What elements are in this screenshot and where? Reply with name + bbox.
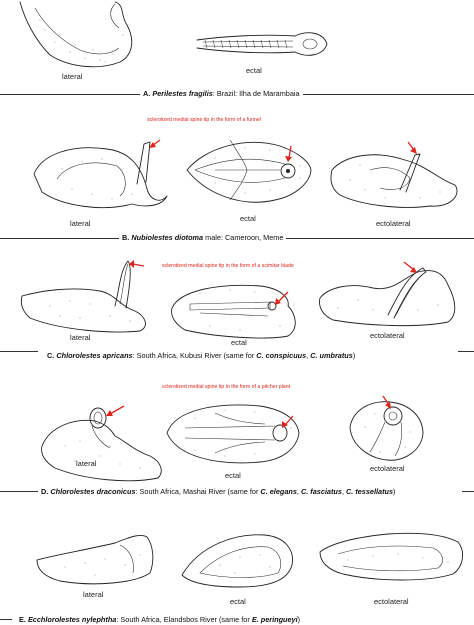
panel-e-divider-left <box>0 619 12 620</box>
panel-a-caption-locality: : Brazil: Ilha de Marambaia <box>212 89 300 98</box>
panel-e-caption-species-2: E. peringueyi <box>251 615 298 624</box>
panel-a <box>0 0 474 100</box>
panel-e-caption-locality: : South Africa, Elandsbos River (same for <box>116 615 252 624</box>
panel-c-caption <box>47 351 355 360</box>
panel-d-caption-species: Chlorolestes draconicus <box>50 487 136 496</box>
panel-b-caption-letter: B. <box>122 233 130 242</box>
panel-a-label-lateral: lateral <box>62 72 83 81</box>
panel-d-label-ectolateral: ectolateral <box>370 464 405 473</box>
panel-d-divider-right <box>462 491 474 492</box>
panel-c-divider-left <box>0 351 38 352</box>
panel-a-caption-species: Perilestes fragilis <box>152 89 213 98</box>
panel-e-caption-letter: E. <box>19 615 26 624</box>
panel-d-caption-species-3: C. fasciatus <box>300 487 342 496</box>
panel-d-caption-species-2: C. elegans <box>260 487 297 496</box>
panel-d-lateral-drawing <box>40 396 170 486</box>
panel-e <box>0 510 474 625</box>
panel-c-ectal-drawing <box>170 278 305 340</box>
panel-e-caption-species: Ecchlorolestes nylephtha <box>27 615 117 624</box>
panel-b-ectolateral-drawing <box>330 140 465 215</box>
panel-d-ectal-drawing <box>165 398 305 468</box>
panel-b-caption-locality: male: Cameroon, Meme <box>203 233 284 242</box>
panel-d-label-ectal: ectal <box>225 471 241 480</box>
panel-a-label-ectal: ectal <box>246 66 262 75</box>
panel-c-divider-right <box>458 351 474 352</box>
panel-a-ectal-drawing <box>195 28 330 62</box>
panel-a-caption <box>140 89 303 98</box>
panel-b-caption-species: Nubiolestes diotoma <box>131 233 204 242</box>
panel-d-annotation: sclerotized medial spine tip in the form of a pitcher plant <box>162 384 291 390</box>
panel-e-label-lateral: lateral <box>83 590 104 599</box>
panel-c-caption-letter: C. <box>47 351 55 360</box>
panel-e-label-ectal: ectal <box>230 597 246 606</box>
panel-d <box>0 378 474 500</box>
panel-c-label-lateral: lateral <box>70 333 91 342</box>
panel-e-ectolateral-drawing <box>318 522 468 587</box>
panel-c-lateral-drawing <box>20 256 160 336</box>
panel-c-caption-locality: : South Africa, Kubusi River (same for <box>132 351 257 360</box>
panel-b-label-ectolateral: ectolateral <box>376 219 411 228</box>
panel-c-caption-species: Chlorolestes apricans <box>56 351 133 360</box>
panel-e-label-ectolateral: ectolateral <box>374 597 409 606</box>
panel-b-caption <box>119 233 286 242</box>
panel-e-caption <box>19 615 300 624</box>
panel-d-ectolateral-drawing <box>345 392 430 467</box>
panel-b-ectal-drawing <box>185 128 315 213</box>
panel-c-caption-species-2: C. conspicuus <box>256 351 307 360</box>
panel-b-label-lateral: lateral <box>70 219 91 228</box>
panel-c-caption-end: ) <box>352 351 356 360</box>
panel-d-divider-left <box>0 491 38 492</box>
panel-a-caption-letter: A. <box>143 89 151 98</box>
panel-e-ectal-drawing <box>180 525 300 595</box>
panel-a-lateral-drawing <box>15 0 135 72</box>
panel-b <box>0 100 474 245</box>
panel-c-label-ectolateral: ectolateral <box>370 331 405 340</box>
panel-c-annotation: sclerotized medial spine tip in the form of a scimitar blade <box>162 263 294 269</box>
panel-b-lateral-drawing <box>32 134 172 214</box>
panel-b-label-ectal: ectal <box>240 214 256 223</box>
panel-d-caption <box>41 487 395 496</box>
panel-e-lateral-drawing <box>35 525 165 595</box>
panel-d-label-lateral: lateral <box>76 459 97 468</box>
panel-d-caption-locality: : South Africa, Mashai River (same for <box>135 487 261 496</box>
panel-c-caption-separator: , <box>306 351 311 360</box>
panel-e-caption-end: ) <box>297 615 301 624</box>
panel-b-annotation: sclerotized medial spine tip in the form of a funnel <box>147 117 261 123</box>
panel-d-caption-species-4: C. tessellatus <box>346 487 394 496</box>
panel-c-ectolateral-drawing <box>318 260 463 330</box>
panel-d-caption-letter: D. <box>41 487 49 496</box>
panel-c-caption-species-3: C. umbratus <box>310 351 353 360</box>
panel-d-caption-end: ) <box>393 487 396 496</box>
panel-d-caption-separator-2: , <box>341 487 346 496</box>
panel-d-caption-separator-1: , <box>296 487 301 496</box>
panel-c <box>0 250 474 370</box>
panel-c-label-ectal: ectal <box>231 338 247 347</box>
